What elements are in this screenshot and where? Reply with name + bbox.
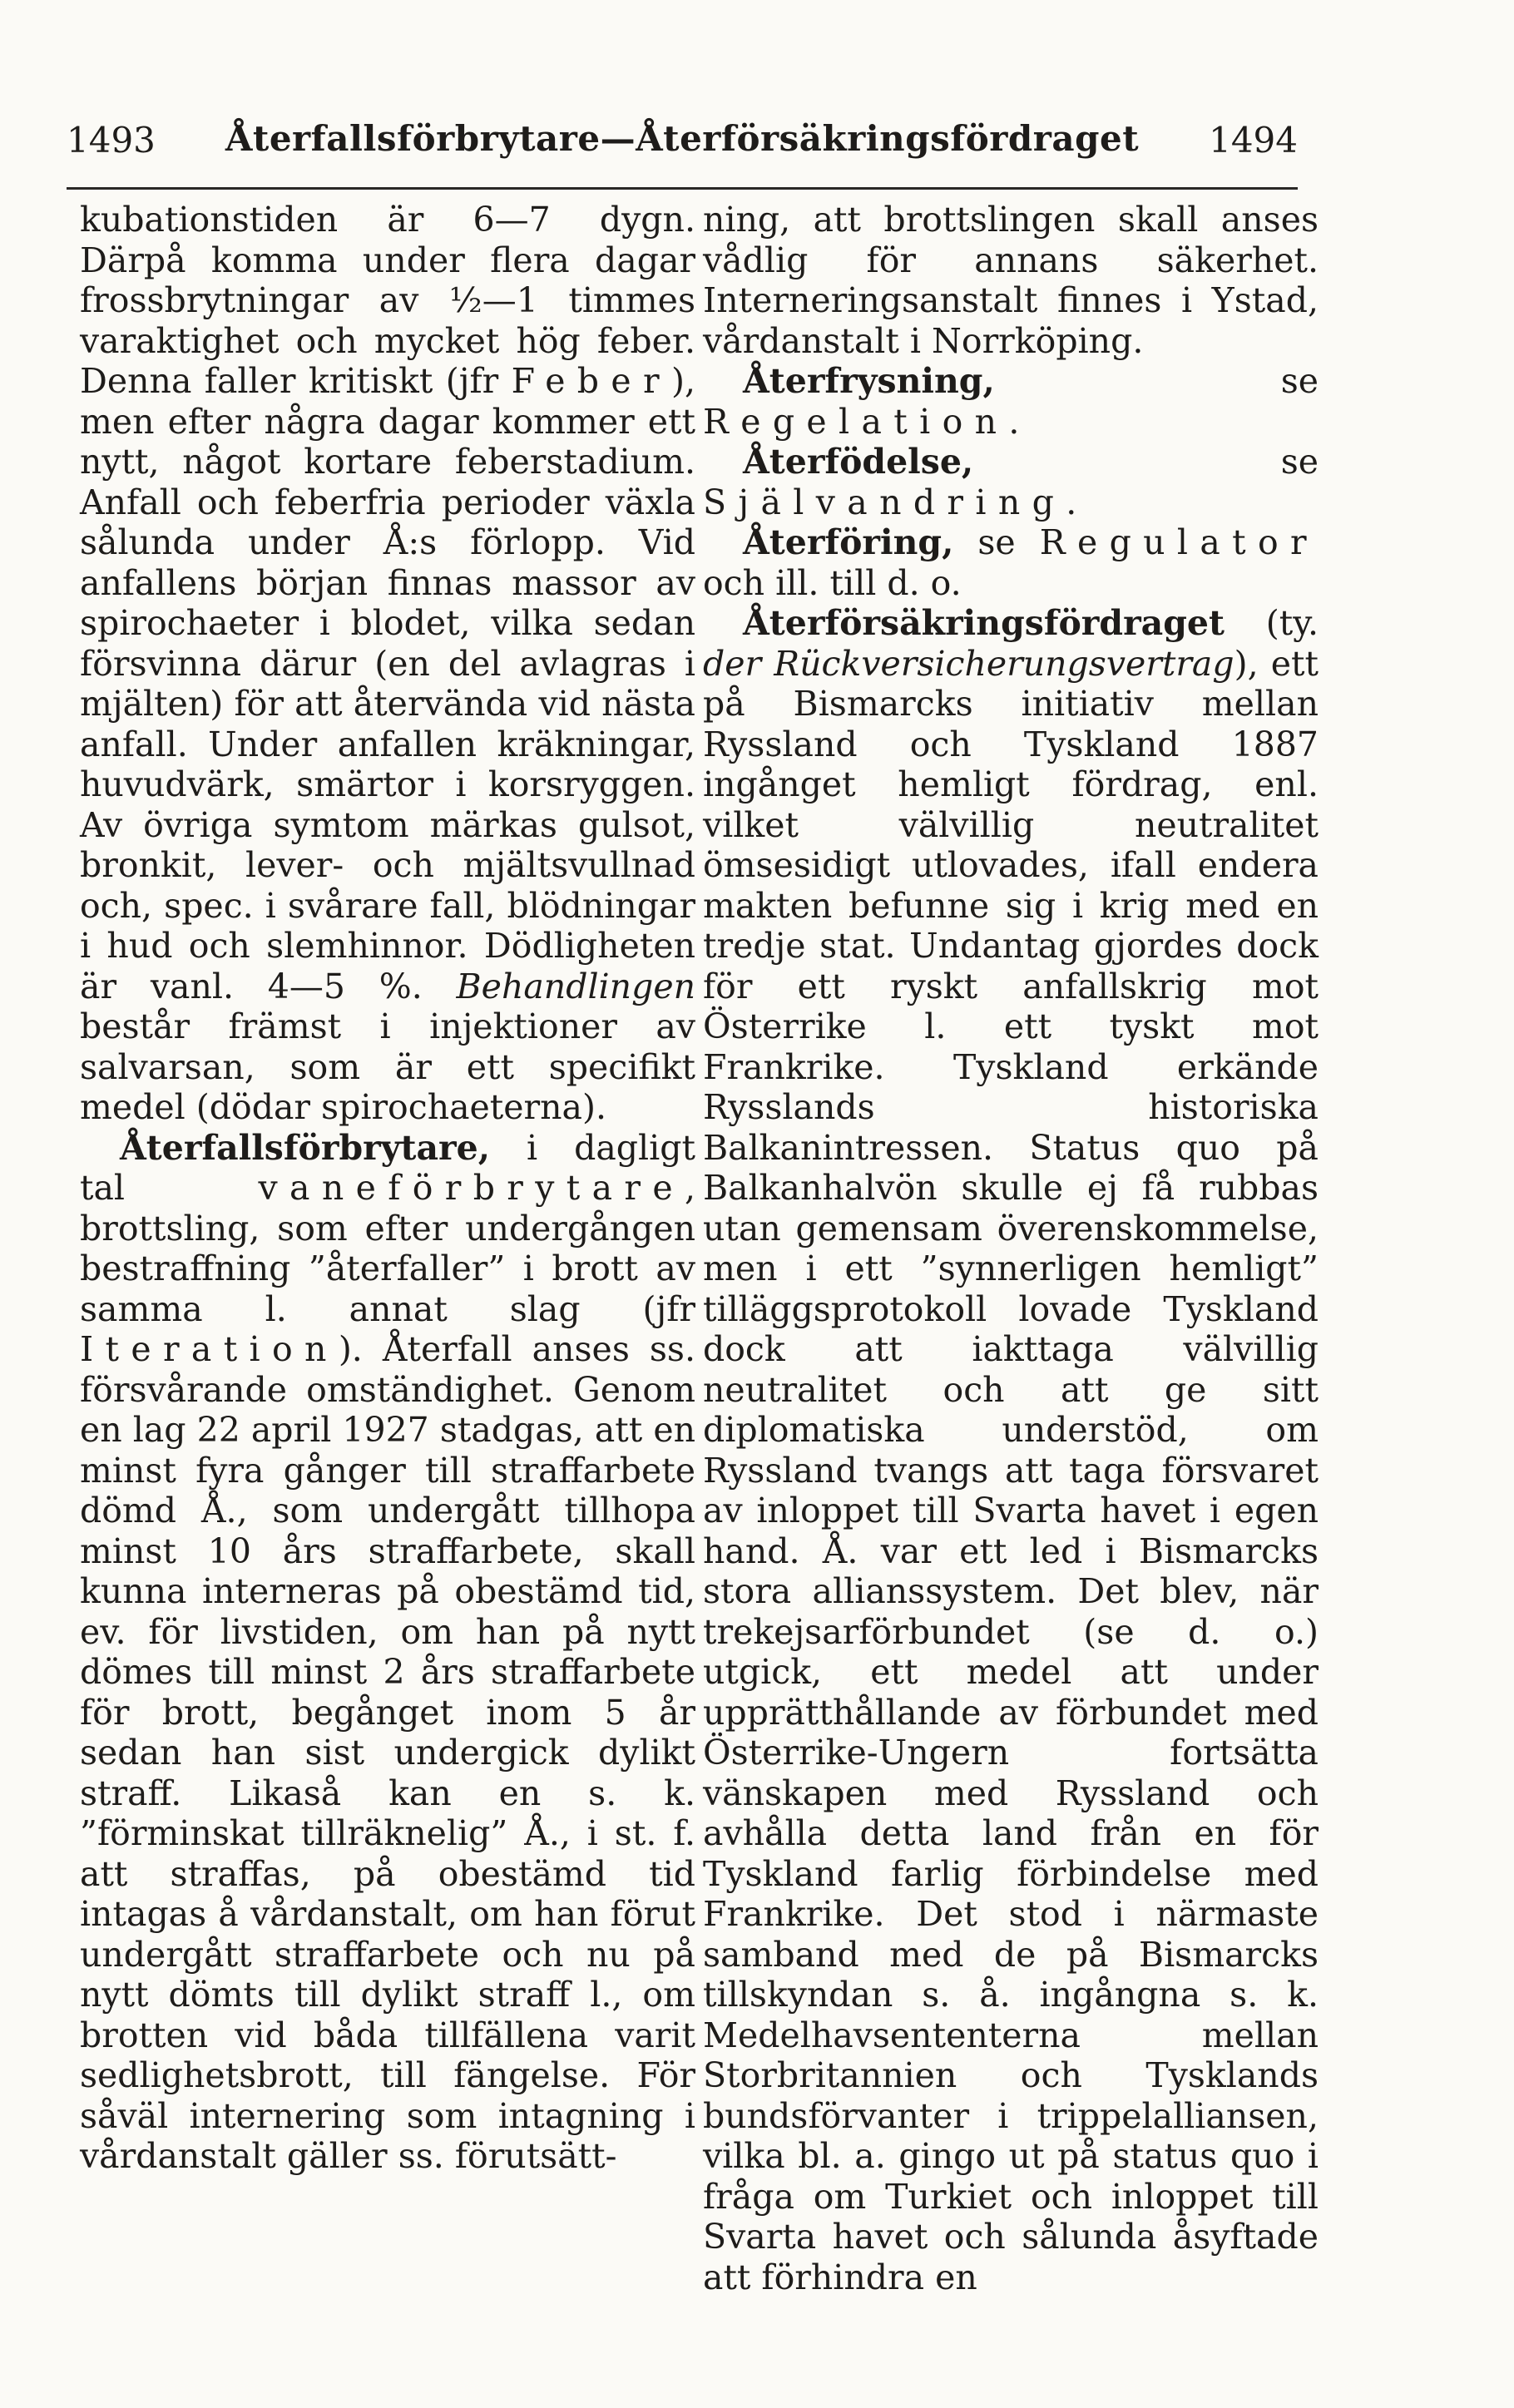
text-run: och ill. till d. o.: [703, 562, 962, 603]
entry-aterfrysning: [703, 361, 1319, 442]
running-title: Återfallsförbrytare—Återförsäkringsfördraget: [225, 118, 1140, 159]
header-rule: [67, 187, 1298, 190]
text-run: , brottsling, som efter undergången bestraffning ”återfaller” i brott av samma l. annat slag (jfr: [80, 1168, 695, 1329]
column-right: [703, 200, 1319, 2297]
paragraph-continuation: [80, 200, 695, 1128]
text-run: består främst i injektioner av salvarsan, som är ett specifikt medel (dödar spirochaeterna).: [80, 1006, 695, 1127]
text-run: kubationstiden är 6—7 dygn. Därpå komma under flera dagar frossbrytningar av ½—1 timmes varaktighet och mycket hög feber. Denna faller kritiskt (jfr: [80, 200, 695, 401]
entry-aterfodelse: [703, 442, 1319, 522]
spaced-term: vaneförbrytare: [258, 1168, 685, 1208]
text-run: se: [973, 442, 1319, 482]
entry-headword: Återfrysning,: [743, 361, 995, 401]
entry-aterforsakringsfordraget: [703, 603, 1319, 2297]
column-left: [80, 200, 695, 2177]
text-run: ning, att brottslingen skall anses vådlig för annans säkerhet. Interneringsanstalt finnes i Ystad, vårdanstalt i Norrköping.: [703, 200, 1319, 361]
text-run: i dagligt tal: [80, 1127, 695, 1208]
text-run: ), men efter några dagar kommer ett nytt, något kortare feberstadium. Anfall och feberfria perioder växla sålunda under Å:s förlopp. Vid anfallens början finnas massor av spirochaeter i blodet, vilka sedan försvinna därur (en del avlagras i mjälten) för att återvända vid nästa anfall. Under anfallen kräkningar, huvudvärk, smärtor i korsryggen. Av övriga symtom märkas gulsot, bronkit, lever- och mjältsvullnad och, spec. i svårare fall, blödningar i hud och slemhinnor. Dödligheten är vanl. 4—5 %.: [80, 361, 695, 1006]
text-run: se: [953, 522, 1040, 562]
cross-reference: Iteration: [80, 1329, 339, 1369]
entry-aterfallsforbrytare: [80, 1128, 695, 2177]
cross-reference: Regelation: [703, 401, 1009, 442]
entry-headword: Återföring,: [743, 522, 954, 562]
page-number-right: 1494: [1209, 120, 1298, 161]
entry-headword: Återfallsförbrytare,: [120, 1127, 491, 1168]
text-run: (ty.: [1224, 603, 1319, 643]
entry-headword: Återfödelse,: [743, 442, 974, 482]
entry-headword: Återförsäkringsfördraget: [743, 603, 1225, 643]
cross-reference: Feber: [511, 361, 671, 401]
cross-reference: Självandring: [703, 482, 1066, 522]
page-number-left: 1493: [67, 120, 156, 161]
italic-term: der Rückversicherungsvertrag: [703, 643, 1234, 684]
text-run: .: [1066, 482, 1077, 522]
entry-aterforing: [703, 522, 1319, 603]
cross-reference: Regulator: [1039, 522, 1319, 562]
paragraph-continuation: [703, 200, 1319, 361]
text-run: se: [994, 361, 1319, 401]
italic-term: Behandlingen: [456, 966, 695, 1006]
text-run: .: [1008, 401, 1020, 442]
page-header: [67, 115, 1298, 173]
text-run: ), ett på Bismarcks initiativ mellan Ryssland och Tyskland 1887 ingånget hemligt fördrag, enl. vilket välvillig neutralitet ömsesidigt utlovades, ifall endera makten befunne sig i krig med en tredje stat. Undantag gjordes dock för ett ryskt anfallskrig mot Österrike l. ett tyskt mot Frankrike. Tyskland erkände Rysslands historiska Balkanintressen. Status quo på Balkanhalvön skulle ej få rubbas utan gemensam överenskommelse, men i ett ”synnerligen hemligt” tilläggsprotokoll lovade Tyskland dock att iakttaga välvillig neutralitet och att ge sitt diplomatiska understöd, om Ryssland tvangs att taga försvaret av inloppet till Svarta havet i egen hand. Å. var ett led i Bismarcks stora allianssystem. Det blev, när trekejsarförbundet (se d. o.) utgick, ett medel att under upprätthållande av förbundet med Österrike-Ungern fortsätta vänskapen med Ryssland och avhålla detta land från en för Tyskland farlig förbindelse med Frankrike. Det stod i närmaste samband med de på Bismarcks tillskyndan s. å. ingångna s. k. Medelhavsententerna mellan Storbritannien och Tysklands bundsförvanter i trippelalliansen, vilka bl. a. gingo ut på status quo i fråga om Turkiet och inloppet till Svarta havet och sålunda åsyftade att förhindra en: [703, 643, 1319, 2297]
text-run: ). Återfall anses ss. försvårande omständighet. Genom en lag 22 april 1927 stadgas, att en minst fyra gånger till straffarbete dömd Å., som undergått tillhopa minst 10 års straffarbete, skall kunna interneras på obestämd tid, ev. för livstiden, om han på nytt dömes till minst 2 års straffarbete för brott, begånget inom 5 år sedan han sist undergick dylikt straff. Likaså kan en s. k. ”förminskat tillräknelig” Å., i st. f. att straffas, på obestämd tid intagas å vårdanstalt, om han förut undergått straffarbete och nu på nytt dömts till dylikt straff l., om brotten vid båda tillfällena varit sedlighetsbrott, till fängelse. För såväl internering som intagning i vårdanstalt gäller ss. förutsätt-: [80, 1329, 695, 2176]
